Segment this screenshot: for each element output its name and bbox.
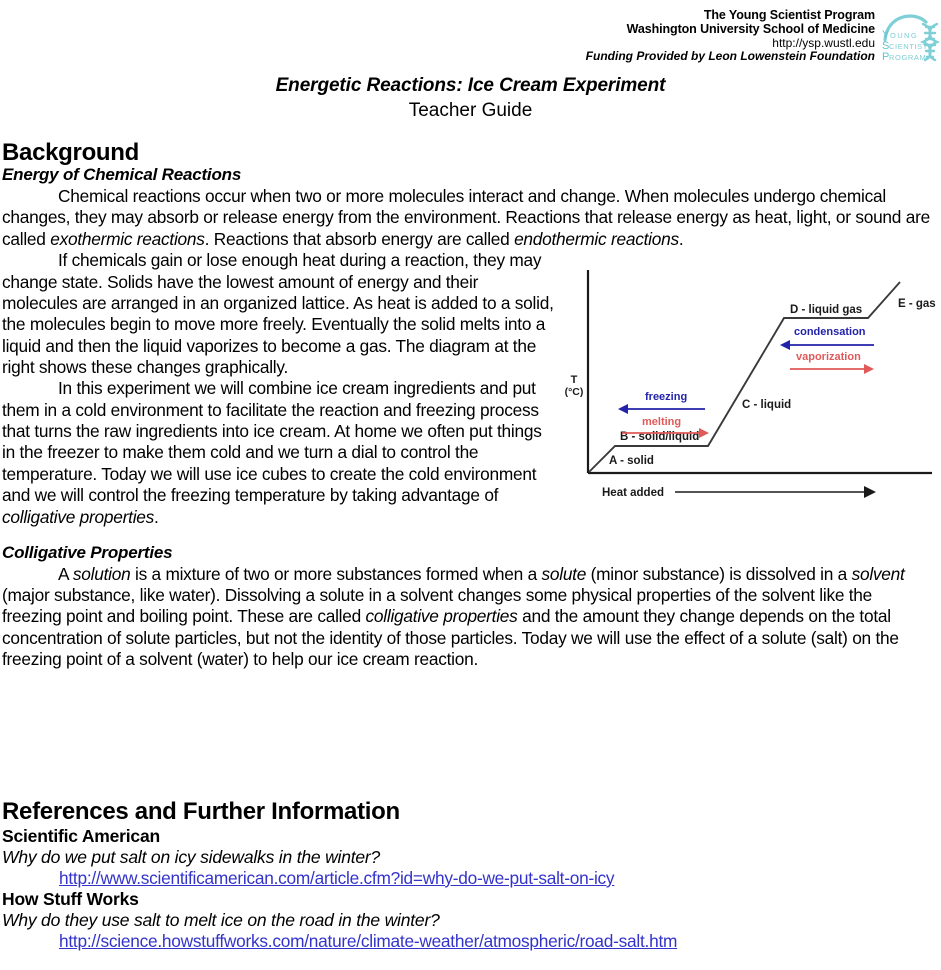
reference-source: Scientific American (2, 825, 160, 846)
x-axis-label: Heat added (602, 487, 664, 499)
paragraph-colligative (2, 564, 933, 671)
heading-references: References and Further Information (2, 798, 400, 825)
program-name: The Young Scientist Program (703, 8, 875, 22)
reference-question: Why do we put salt on icy sidewalks in the winter? (2, 846, 381, 867)
term-endothermic: endothermic reactions (514, 228, 679, 249)
term-solvent: solvent (851, 563, 905, 584)
funding-note: Funding Provided by Leon Lowenstein Foundation (585, 49, 875, 64)
reference-item (2, 889, 937, 952)
svg-text:P: P (882, 51, 890, 63)
svg-text:OUNG: OUNG (890, 31, 919, 40)
diagram-wrap-spacer (565, 252, 933, 490)
reference-link[interactable]: http://science.howstuffworks.com/nature/climate-weather/atmospheric/road-salt.htm (59, 930, 678, 951)
section-spacer (2, 528, 933, 544)
term-solution: solution (72, 563, 131, 584)
y-axis-label-T: T (570, 374, 578, 386)
svg-text:Y: Y (882, 29, 890, 41)
reference-source: How Stuff Works (2, 888, 139, 909)
paragraph-energy-intro (2, 186, 933, 250)
reference-link[interactable]: http://www.scientificamerican.com/article.cfm?id=why-do-we-put-salt-on-icy (59, 867, 615, 888)
paragraph-state-changes: If chemicals gain or lose enough heat during a reaction, they may change state. Solids have the lowest amount of energy and their molecules are arranged in an organized lattice. As heat is added to a solid, the molecules begin to move more freely. Eventually the solid melts into a liquid and then the liquid vaporizes to become a gas. The diagram at the right shows these changes graphically. (2, 250, 554, 377)
svg-text:ROGRAM: ROGRAM (889, 53, 927, 62)
main-content (2, 140, 933, 670)
annotation-vaporization: vaporization (796, 351, 861, 363)
document-title: Energetic Reactions: Ice Cream Experiment (275, 75, 666, 96)
label-e-gas: E - gas (898, 298, 936, 310)
para1-seg-b: . Reactions that absorb energy are called (204, 228, 515, 249)
page-header (501, 6, 941, 68)
header-text-block (586, 6, 875, 64)
label-d-liquid-gas: D - liquid gas (790, 304, 863, 316)
annotation-condensation: condensation (794, 326, 866, 338)
heading-background: Background (2, 139, 140, 166)
para4-seg-d: (major substance, like water). Dissolving a solute in a solvent changes some physical properties of the solvent like the freezing point and boiling point. These are called (2, 584, 873, 627)
para1-seg-a: Chemical reactions occur when two or more molecules interact and change. When molecules undergo chemical changes, they may absorb or release energy from the environment. Reactions that release energy as heat, light, or sound are called (2, 186, 930, 249)
reference-item (2, 826, 937, 889)
subheading-colligative-properties: Colligative Properties (2, 542, 173, 562)
program-url: http://ysp.wustl.edu (772, 35, 875, 50)
subheading-energy-of-chemical-reactions: Energy of Chemical Reactions (2, 165, 242, 185)
para4-seg-b: is a mixture of two or more substances formed when a (130, 563, 542, 584)
young-scientist-program-logo (879, 6, 941, 68)
y-axis-label-unit: (°C) (564, 386, 584, 398)
annotation-melting: melting (642, 416, 682, 428)
svg-text:CIENTIST: CIENTIST (889, 42, 928, 51)
references-section (2, 799, 937, 951)
label-a-solid: A - solid (609, 455, 654, 467)
para1-seg-c: . (678, 228, 684, 249)
term-exothermic: exothermic reactions (50, 228, 205, 249)
para3-seg-a: In this experiment we will combine ice cream ingredients and put them in a cold environment to facilitate the reaction and freezing process that turns the raw ingredients into ice cream. At home we often put things in the freezer to make them cold and we turn a dial to control the temperature. Today we will use ice cubes to create the cold environment and we will control the freezing temperature by taking advantage of (2, 378, 542, 506)
para4-seg-e: and the amount they change depends on the total concentration of solute particles, but not the identity of those particles. Today we will use the effect of a solute (salt) on the freezing point of a solvent (water) to help our ice cream reaction. (2, 606, 899, 669)
term-colligative-properties-2: colligative properties (365, 606, 518, 627)
reference-question: Why do they use salt to melt ice on the road in the winter? (2, 909, 440, 930)
document-subtitle: Teacher Guide (408, 100, 533, 121)
logo-svg (879, 6, 941, 68)
para3-seg-b: . (154, 506, 159, 527)
label-c-liquid: C - liquid (742, 399, 792, 411)
svg-text:S: S (882, 40, 890, 52)
term-colligative-properties-1: colligative properties (2, 506, 155, 527)
para4-seg-a: A (58, 563, 73, 584)
annotation-freezing: freezing (645, 391, 688, 403)
label-b-solid-liquid: B - solid/liquid (620, 431, 700, 443)
para4-seg-c: (minor substance) is dissolved in a (586, 563, 852, 584)
institution-name: Washington University School of Medicine (626, 22, 875, 37)
term-solute: solute (541, 563, 587, 584)
